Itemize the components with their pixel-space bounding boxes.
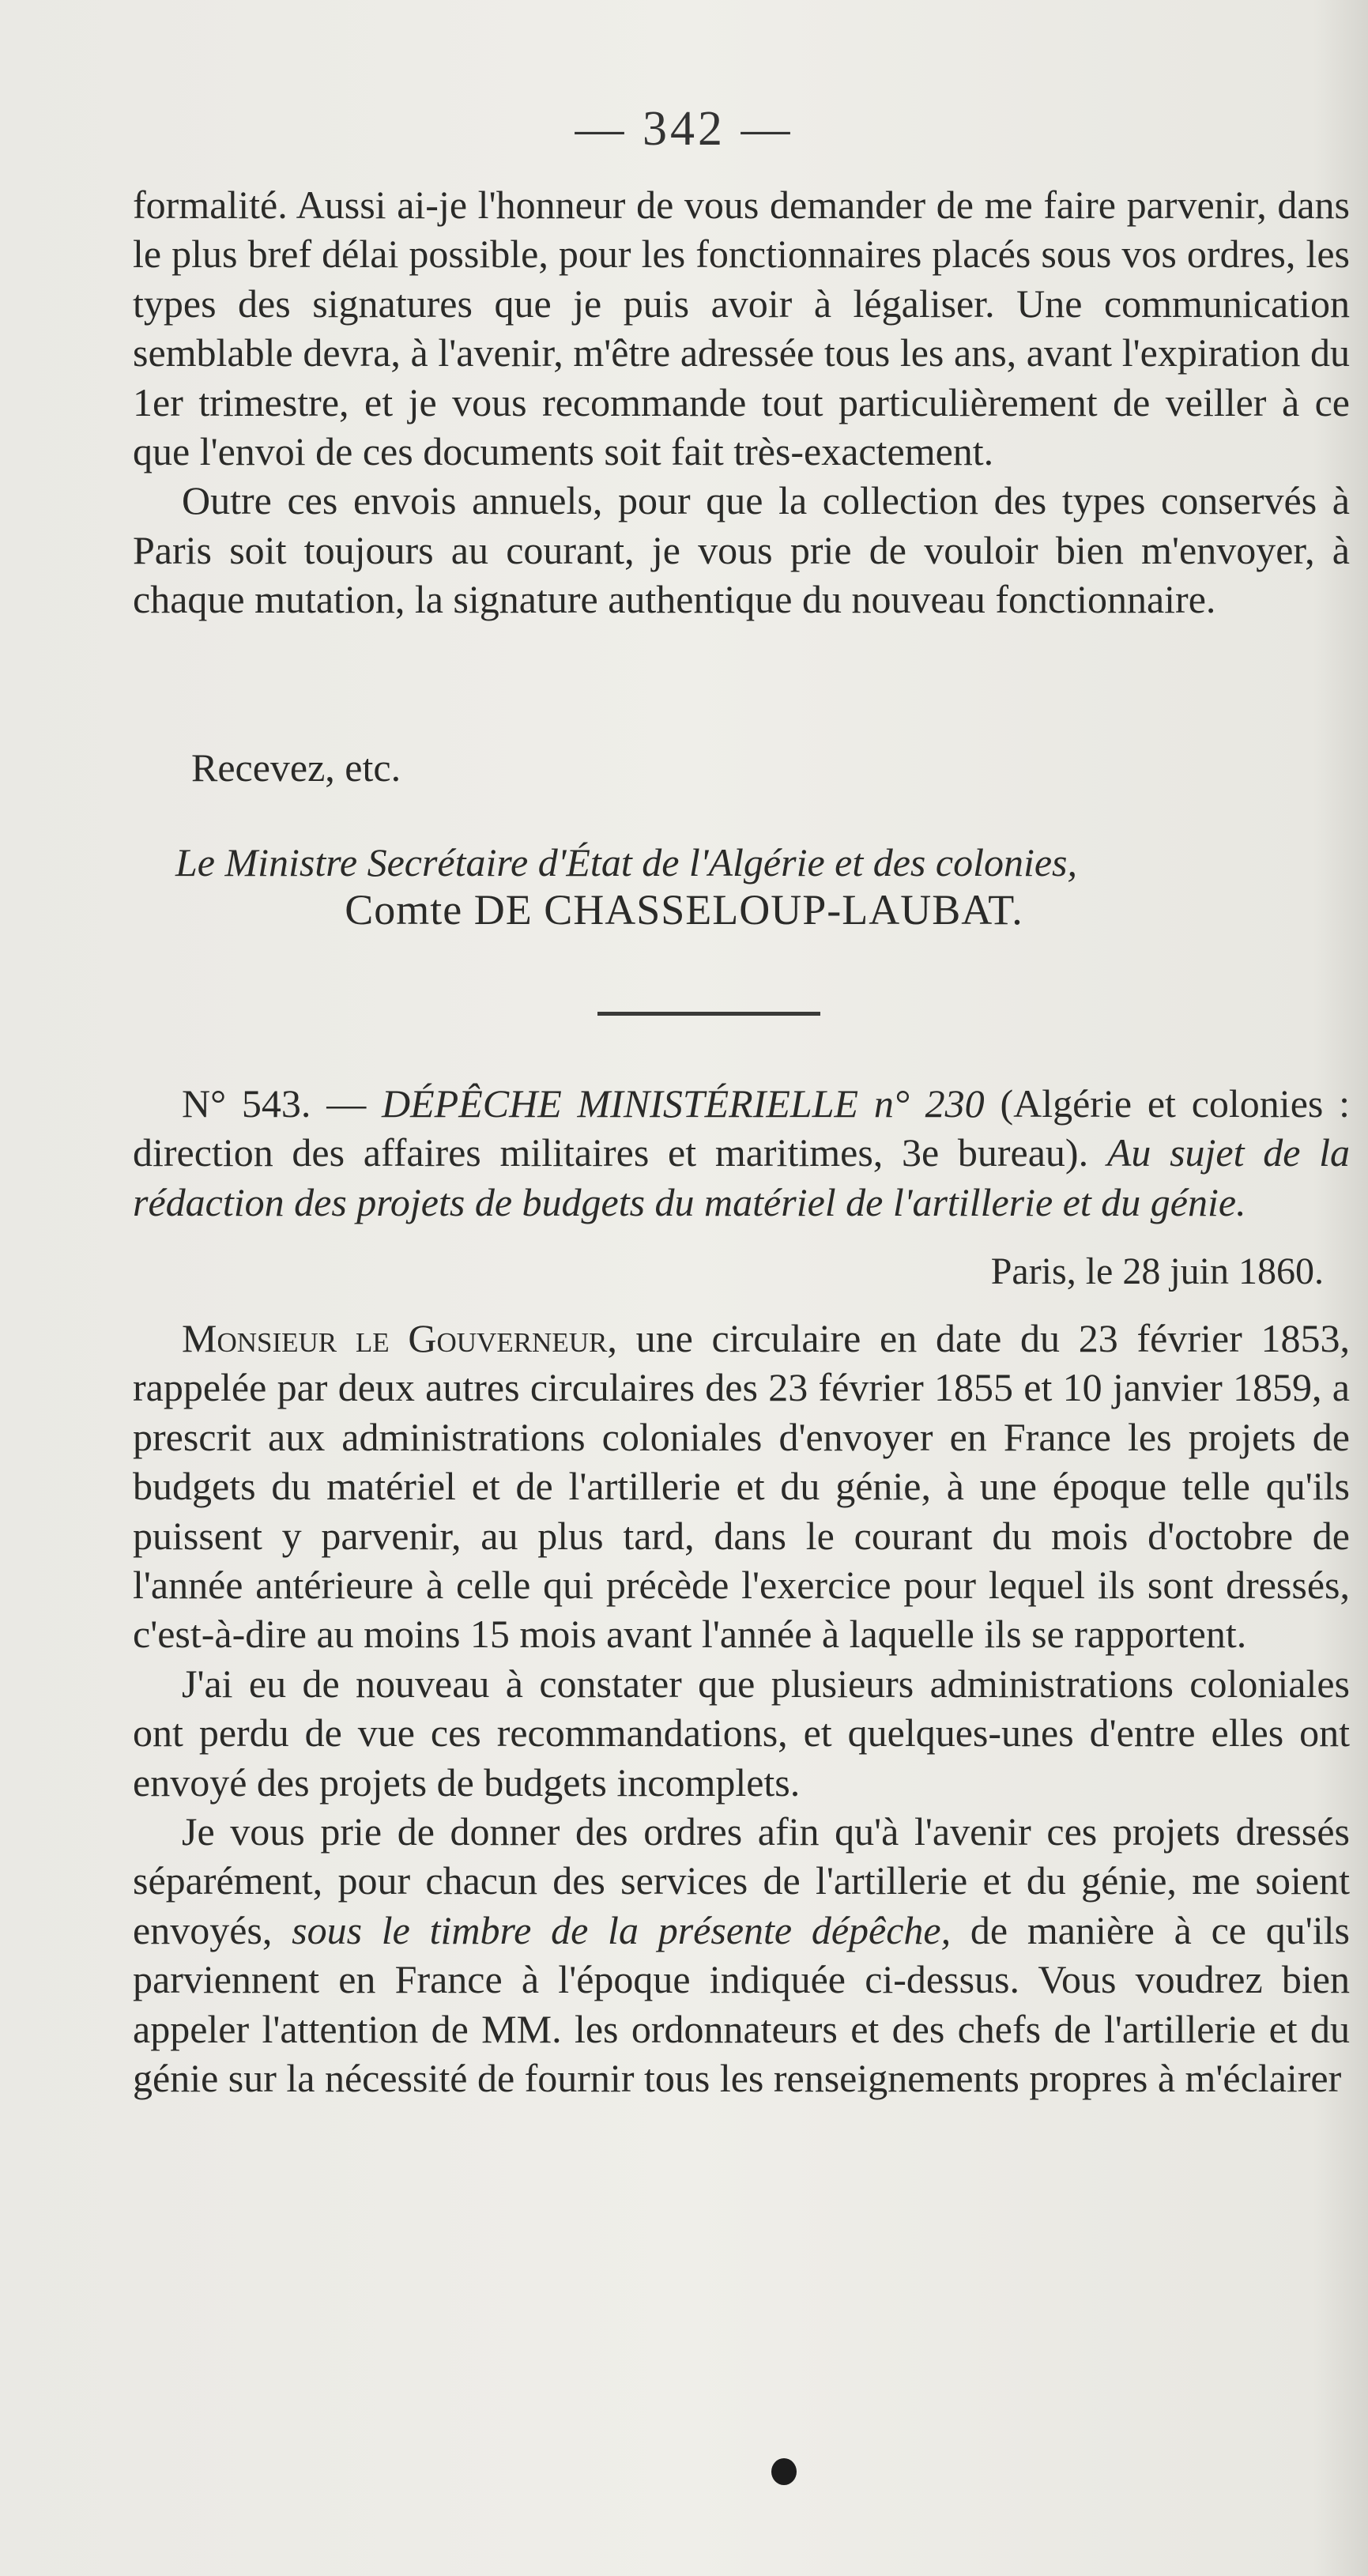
signature-title: Le Ministre Secrétaire d'État de l'Algérie et des colonies, (175, 840, 1078, 884)
second-paragraph: Outre ces envois annuels, pour que la collection des types conservés à Paris soit toujours au courant, je vous prie de vouloir bien m'envoyer, à chaque mutation, la signature authentique du nouveau fonctionnaire. (133, 478, 1350, 622)
body-paragraph-2: J'ai eu de nouveau à constater que plusieurs administrations coloniales ont perdu de vue ces recommandations, et quelques-unes d'entre elles ont envoyé des projets de budgets incomplets. (133, 1661, 1350, 1805)
ink-stain (771, 2458, 797, 2485)
body-paragraph-3-start: Je vous prie de donner des ordres afin qu'à l'avenir ces projets dressés séparément, pour chacun des services de l'artillerie et du génie, me soient envoyés, (133, 1809, 1350, 1952)
despatch-number: N° 543. — (182, 1081, 367, 1126)
despatch-header (133, 1079, 1350, 1227)
signature-name: Comte DE CHASSELOUP-LAUBAT. (345, 886, 1023, 933)
body-paragraph-3-end: de manière à ce qu'ils parviennent en France à l'époque indiquée ci-dessus. Vous voudrez bien appeler l'attention de MM. les ordonnateurs et des chefs de l'artillerie et du génie sur la nécessité de fournir tous les renseignements propres à m'éclairer (133, 1907, 1350, 2101)
despatch-title: DÉPÊCHE MINISTÉRIELLE (382, 1081, 859, 1126)
body-paragraph-3-italic: sous le timbre de la présente dépêche, (292, 1907, 952, 1952)
section-divider (597, 1012, 820, 1016)
closing-formula: Recevez, etc. (191, 745, 401, 790)
body-paragraph-1-text: une circulaire en date du 23 février 1853, rappelée par deux autres circulaires des 23 février 1855 et 10 janvier 1859, a prescrit aux administrations coloniales d'envoyer en France les projets de budgets du matériel et de l'artillerie et du génie, à une époque telle qu'ils puissent y parvenir, au plus tard, dans le courant du mois d'octobre de l'année antérieure à celle qui précède l'exercice pour lequel ils sont dressés, c'est-à-dire au moins 15 mois avant l'année à laquelle ils se rapportent. (133, 1316, 1351, 1657)
salutation: Monsieur le Gouverneur, (182, 1316, 617, 1360)
continuation-paragraph: formalité. Aussi ai-je l'honneur de vous demander de me faire parvenir, dans le plus bref délai possible, pour les fonctionnaires placés sous vos ordres, les types des signatures que je puis avoir à légaliser. Une communication semblable devra, à l'avenir, m'être adressée tous les ans, avant l'expiration du 1er trimestre, et je vous recommande tout particulièrement de veiller à ce que l'envoi de ces documents soit fait très-exactement. (133, 183, 1350, 474)
page-number: — 342 — (575, 102, 793, 156)
despatch-subject: Au sujet de la rédaction des projets de budgets du matériel de l'artillerie et du génie. (133, 1130, 1351, 1224)
despatch-reference: n° 230 (873, 1081, 985, 1126)
despatch-heading (133, 1079, 1350, 1227)
despatch-date: Paris, le 28 juin 1860. (990, 1250, 1324, 1292)
body-paragraph-3 (133, 1807, 1350, 2103)
body-paragraph-1 (133, 1314, 1350, 1659)
opening-text (133, 180, 1350, 624)
despatch-body (133, 1314, 1350, 2103)
despatch-department: (Algérie et colonies : direction des affaires militaires et maritimes, 3e bureau). (133, 1081, 1351, 1175)
